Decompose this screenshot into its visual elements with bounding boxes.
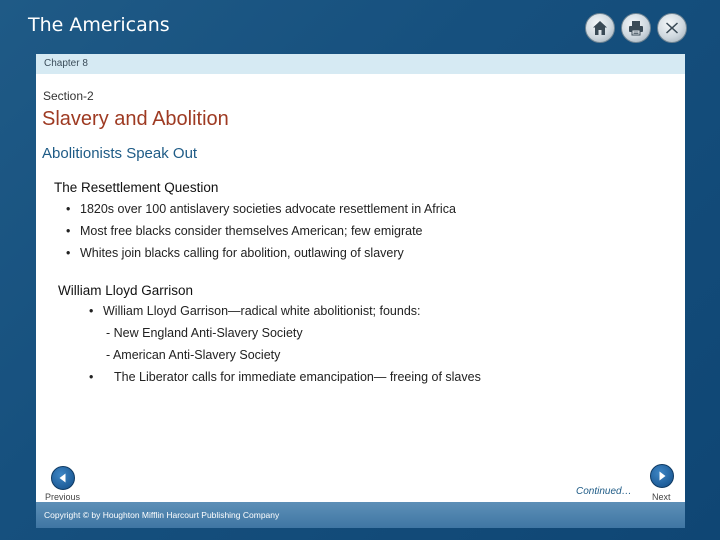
- footer-bar: [36, 502, 685, 528]
- next-button[interactable]: [650, 464, 674, 488]
- list-item: • William Lloyd Garrison—radical white abolitionist; founds:: [89, 300, 421, 322]
- app-title: The Americans: [28, 14, 170, 36]
- list-item: • The Liberator calls for immediate emancipation— freeing of slaves: [89, 366, 481, 388]
- close-button[interactable]: [657, 13, 687, 43]
- sub-item-american: - American Anti-Slavery Society: [106, 348, 281, 362]
- title-bar: [0, 0, 720, 54]
- copyright-text: Copyright © by Houghton Mifflin Harcourt Publishing Company: [44, 510, 280, 520]
- chapter-bar: [36, 54, 685, 74]
- slide-content: [36, 74, 685, 502]
- home-button[interactable]: [585, 13, 615, 43]
- section-label: Section-2: [43, 89, 94, 103]
- garrison-bullets-2: [89, 366, 481, 388]
- list-item: • Most free blacks consider themselves American; few emigrate: [66, 220, 456, 242]
- topic-heading-garrison: William Lloyd Garrison: [58, 283, 194, 298]
- slide-subtitle: Abolitionists Speak Out: [42, 145, 198, 162]
- chapter-label: Chapter 8: [44, 58, 88, 69]
- continued-label: Continued…: [576, 486, 632, 497]
- arrow-left-icon: [57, 472, 69, 484]
- next-label[interactable]: Next: [652, 492, 671, 502]
- list-item: • Whites join blacks calling for abolition, outlawing of slavery: [66, 242, 456, 264]
- arrow-right-icon: [656, 470, 668, 482]
- topic-heading-resettlement: The Resettlement Question: [54, 180, 219, 195]
- sub-item-new-england: - New England Anti-Slavery Society: [106, 326, 303, 340]
- list-item: • 1820s over 100 antislavery societies advocate resettlement in Africa: [66, 198, 456, 220]
- printer-icon: [627, 19, 645, 37]
- close-icon: [663, 19, 681, 37]
- garrison-bullets: [89, 300, 421, 322]
- previous-label[interactable]: Previous: [45, 492, 81, 502]
- resettlement-bullets: [66, 198, 456, 264]
- previous-button[interactable]: [51, 466, 75, 490]
- home-icon: [591, 19, 609, 37]
- print-button[interactable]: [621, 13, 651, 43]
- page-title: Slavery and Abolition: [42, 108, 229, 130]
